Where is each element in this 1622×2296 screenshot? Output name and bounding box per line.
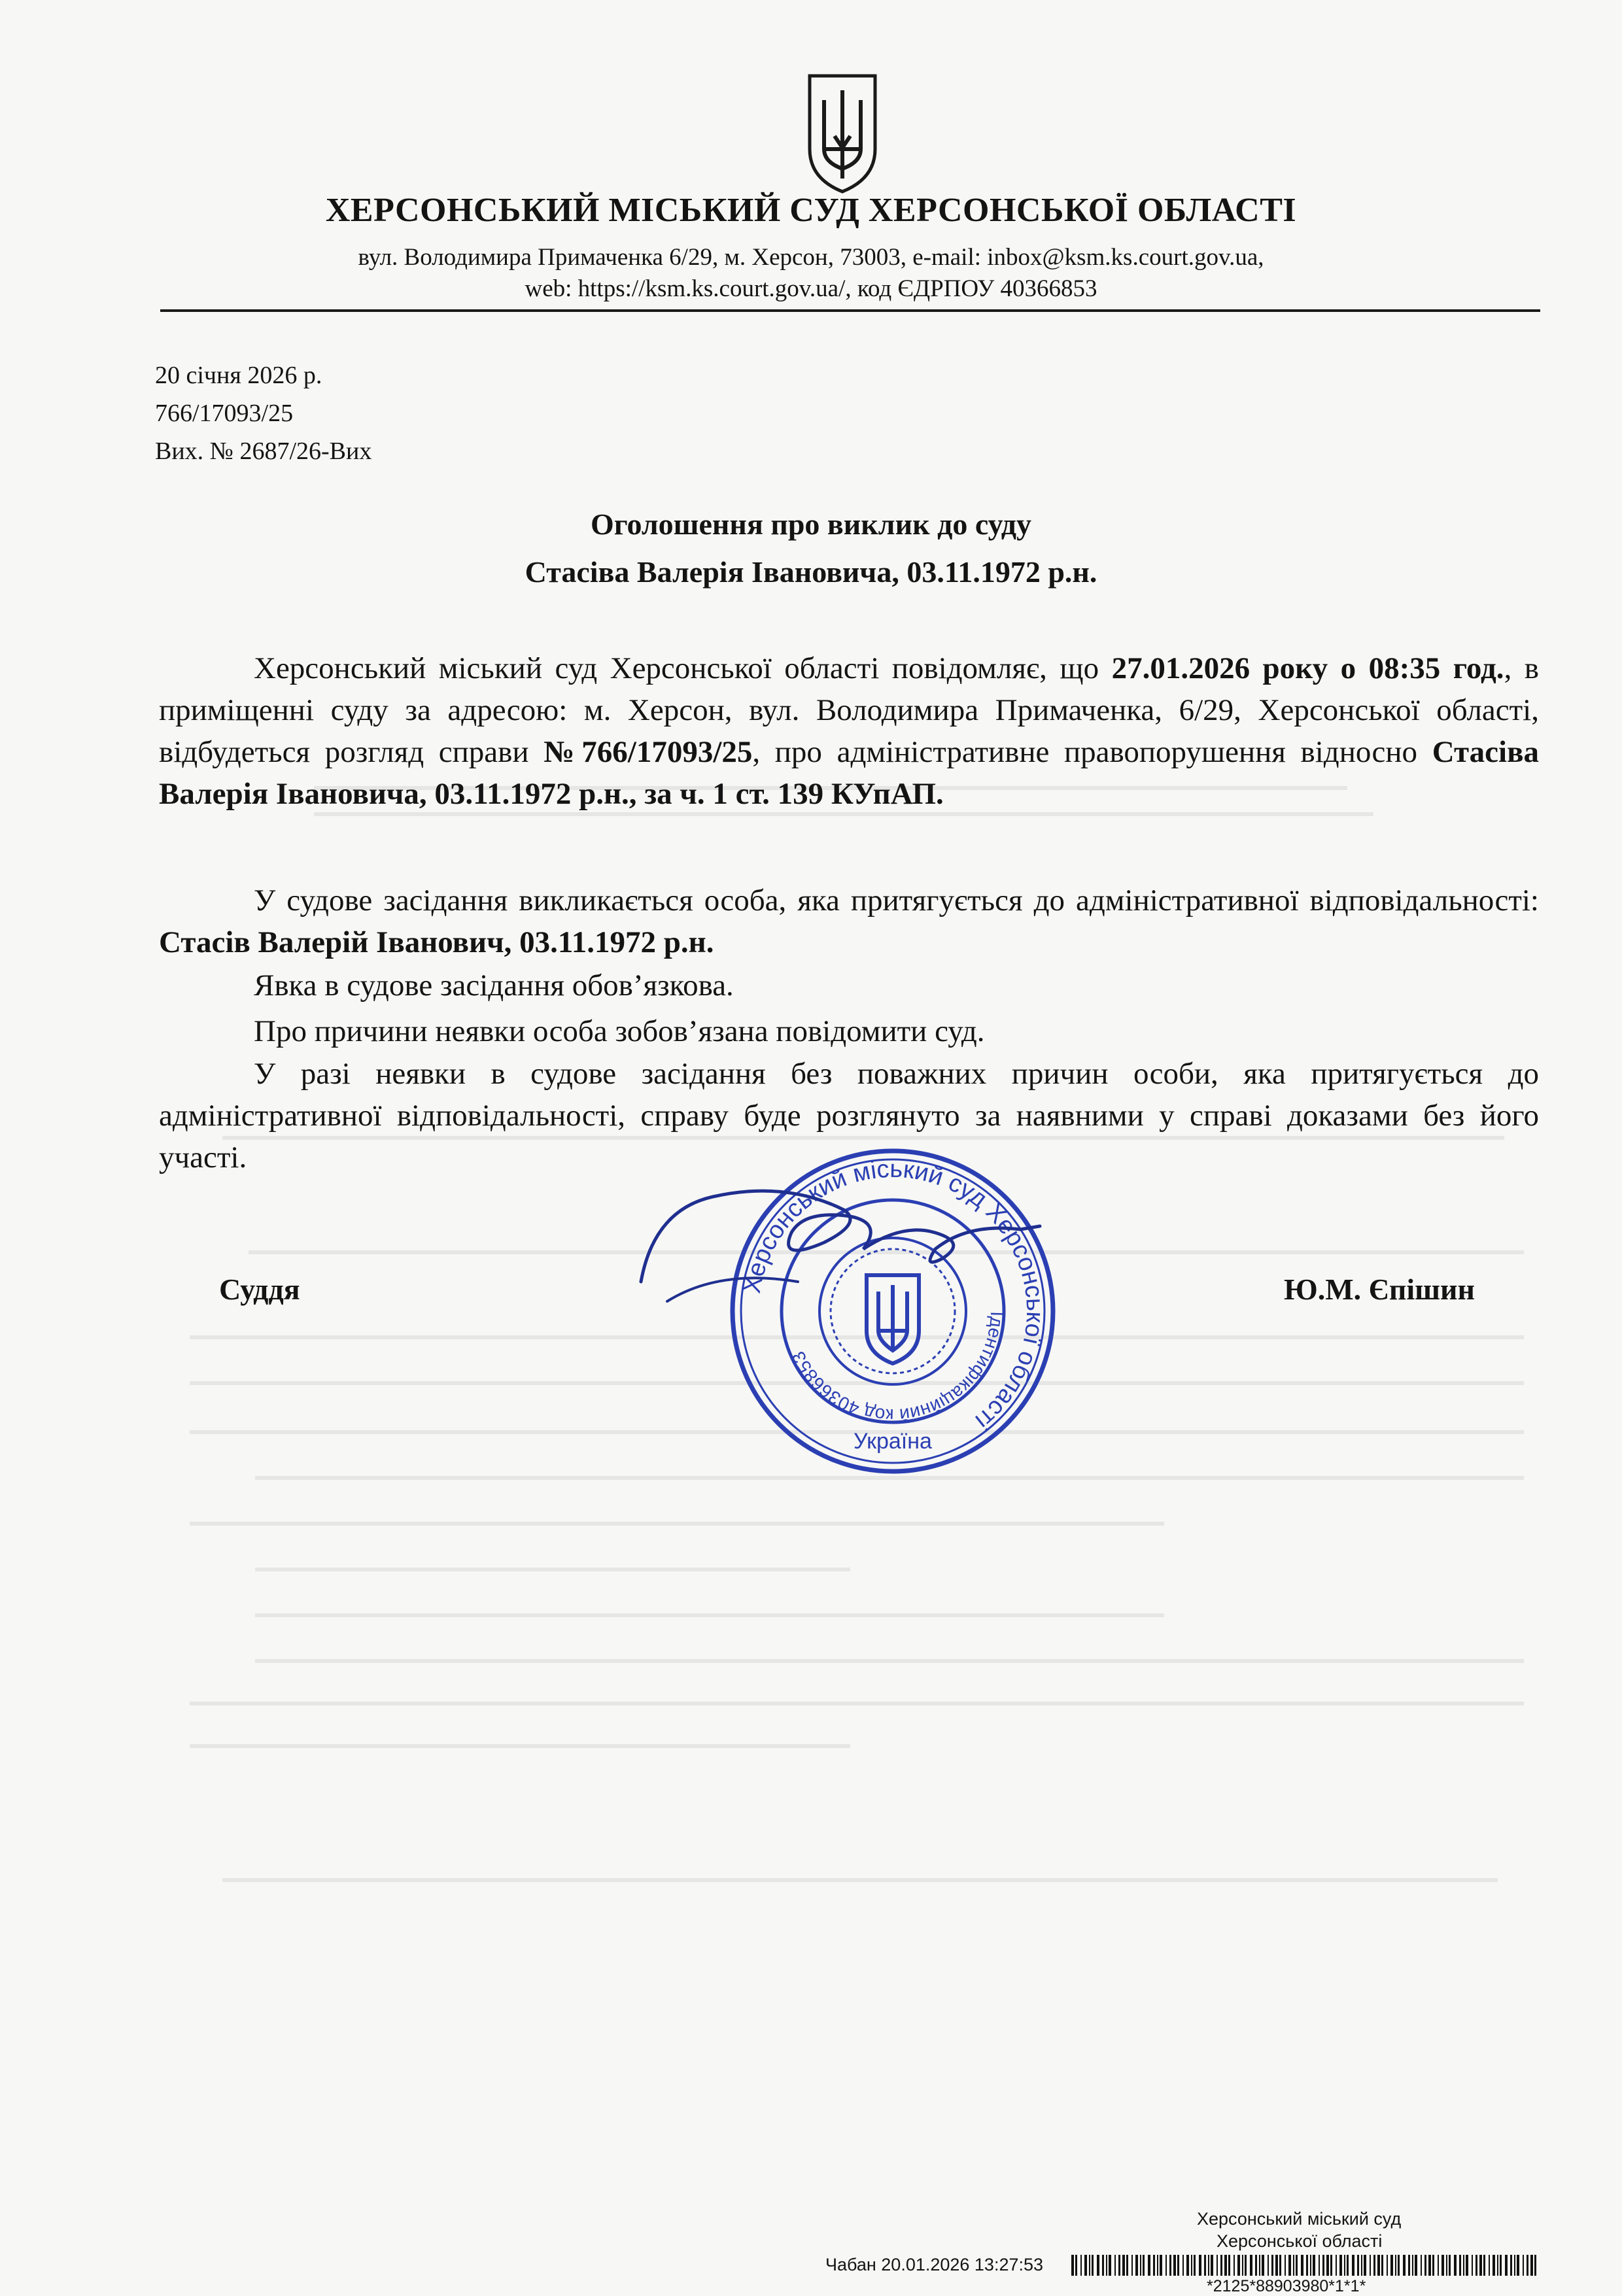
outgoing-number: Вих. № 2687/26-Вих <box>155 437 372 465</box>
barcode-bar <box>1398 2255 1400 2276</box>
barcode-bar <box>1424 2255 1426 2276</box>
barcode-bar <box>1319 2255 1320 2276</box>
barcode-bar <box>1395 2255 1396 2276</box>
stamp-outer-text: Херсонський міський суд Херсонської області <box>738 1155 1049 1435</box>
barcode-bar <box>1177 2255 1179 2276</box>
barcode-bar <box>1403 2255 1406 2276</box>
barcode-bar <box>1352 2255 1355 2276</box>
judge-name: Ю.М. Єпішин <box>1283 1273 1475 1306</box>
barcode-bar <box>1373 2255 1375 2276</box>
barcode-bar <box>1109 2255 1111 2276</box>
barcode-bar <box>1441 2255 1444 2276</box>
barcode-bar <box>1377 2255 1380 2276</box>
barcode-bar <box>1479 2255 1482 2276</box>
barcode-bar <box>1271 2255 1273 2276</box>
barcode-bar <box>1242 2255 1243 2276</box>
barcode-bar <box>1211 2255 1213 2276</box>
barcode-bar <box>1510 2255 1512 2276</box>
barcode-bar <box>1228 2255 1230 2276</box>
barcode-bar <box>1408 2255 1410 2276</box>
barcode-bar <box>1208 2255 1209 2276</box>
barcode-bar <box>1148 2255 1150 2276</box>
barcode-bar <box>1454 2255 1457 2276</box>
barcode-bar <box>1500 2255 1502 2276</box>
barcode-bar <box>1135 2255 1138 2276</box>
barcode-bar <box>1412 2255 1413 2276</box>
barcode-bar <box>1322 2255 1324 2276</box>
barcode-bar <box>1255 2255 1257 2276</box>
judge-label: Суддя <box>219 1273 300 1306</box>
barcode-bar <box>1169 2255 1171 2276</box>
paragraph-absence-notice: Про причини неявки особа зобов’язана повідомити суд. <box>254 1014 985 1048</box>
barcode-bar <box>1347 2255 1349 2276</box>
barcode-bar <box>1126 2255 1128 2276</box>
header-divider <box>160 309 1540 312</box>
barcode-bar <box>1472 2255 1473 2276</box>
barcode-bar <box>1092 2255 1094 2276</box>
barcode-bar <box>1237 2255 1240 2276</box>
barcode-bar <box>1296 2255 1298 2276</box>
barcode-bar <box>1390 2255 1393 2276</box>
barcode-bar <box>1075 2255 1077 2276</box>
barcode-bar <box>1285 2255 1286 2276</box>
barcode-bar <box>1466 2255 1468 2276</box>
court-name: ХЕРСОНСЬКИЙ МІСЬКИЙ СУД ХЕРСОНСЬКОЇ ОБЛАСТІ <box>325 192 1297 229</box>
barcode-bar <box>1084 2255 1087 2276</box>
barcode-bar <box>1344 2255 1345 2276</box>
barcode-bar <box>1534 2255 1536 2276</box>
barcode-bar <box>1245 2255 1247 2276</box>
barcode-bar <box>1288 2255 1291 2276</box>
barcode-bar <box>1313 2255 1315 2276</box>
registration-org-line2: Херсонської області <box>1216 2231 1383 2251</box>
barcode-bar <box>1330 2255 1332 2276</box>
court-web-and-code: web: https://ksm.ks.court.gov.ua/, код ЄДРПОУ 40366853 <box>525 275 1097 302</box>
barcode-bar <box>1279 2255 1281 2276</box>
barcode-bar <box>1122 2255 1125 2276</box>
paragraph-attendance: Явка в судове засідання обов’язкова. <box>254 968 734 1002</box>
court-address: вул. Володимира Примаченка 6/29, м. Херсон, 73003, e-mail: inbox@ksm.ks.court.gov.ua, <box>358 244 1264 271</box>
barcode-bar <box>1250 2255 1252 2276</box>
registration-clerk-timestamp: Чабан 20.01.2026 13:27:53 <box>825 2255 1044 2274</box>
stamp-bottom-text: Україна <box>854 1429 932 1454</box>
barcode-bar <box>1071 2255 1074 2276</box>
barcode-bar <box>1483 2255 1485 2276</box>
stamp-inner-text: Ідентифікаційний код 40366853 <box>787 1311 1008 1426</box>
barcode-bar <box>1361 2255 1362 2276</box>
registration-org-line1: Херсонський міський суд <box>1197 2209 1402 2229</box>
barcode-bar <box>1310 2255 1311 2276</box>
barcode-bar <box>1173 2255 1176 2276</box>
paragraph-hearing-notice: Херсонський міський суд Херсонської області повідомляє, що 27.01.2026 року о 08:35 год., в приміщенні суду за адресою: м. Херсон, вул. Володимира Примаченка, 6/29, Херсонської області, відбудеться розгляд справи №766/17093/25, про адміністративне правопорушення відносно Стасіва Валерія Івановича, 03.11.1972 р.н., за ч. 1 ст. 139 КУпАП. <box>159 651 1539 811</box>
barcode-bar <box>1493 2255 1495 2276</box>
barcode-bar <box>1165 2255 1167 2276</box>
document-subtitle: Стасіва Валерія Івановича, 03.11.1972 р.н. <box>525 555 1097 589</box>
barcode-bar <box>1463 2255 1464 2276</box>
barcode-bar <box>1381 2255 1383 2276</box>
barcode-bar <box>1428 2255 1431 2276</box>
barcode-bar <box>1523 2255 1524 2276</box>
registration-barcode <box>1071 2255 1542 2276</box>
barcode-bar <box>1118 2255 1120 2276</box>
barcode-bar <box>1339 2255 1342 2276</box>
barcode-bar <box>1336 2255 1337 2276</box>
barcode-bar <box>1204 2255 1206 2276</box>
barcode-bar <box>1357 2255 1359 2276</box>
barcode-bar <box>1106 2255 1107 2276</box>
barcode-bar <box>1459 2255 1461 2276</box>
trident-emblem-icon <box>803 71 882 195</box>
barcode-bar <box>1259 2255 1260 2276</box>
barcode-bar <box>1224 2255 1227 2276</box>
barcode-bar <box>1505 2255 1508 2276</box>
barcode-bar <box>1143 2255 1145 2276</box>
barcode-bar <box>1489 2255 1490 2276</box>
barcode-bar <box>1131 2255 1133 2276</box>
barcode-bar <box>1514 2255 1515 2276</box>
barcode-bar <box>1097 2255 1099 2276</box>
document-date: 20 січня 2026 р. <box>155 362 322 389</box>
barcode-bar <box>1370 2255 1371 2276</box>
barcode-bar <box>1220 2255 1222 2276</box>
barcode-bar <box>1530 2255 1533 2276</box>
barcode-bar <box>1191 2255 1192 2276</box>
barcode-bar <box>1475 2255 1477 2276</box>
barcode-bar <box>1186 2255 1189 2276</box>
barcode-bar <box>1153 2255 1155 2276</box>
barcode-text: *2125*88903980*1*1* <box>1207 2277 1366 2295</box>
barcode-bar <box>1497 2255 1498 2276</box>
barcode-bar <box>1080 2255 1082 2276</box>
paragraph-summoned-person: У судове засідання викликається особа, яка притягується до адміністративної відповідальності: Стасів Валерій Іванович, 03.11.1972 р.н. <box>159 883 1539 959</box>
judge-signature <box>628 1171 1046 1321</box>
barcode-bar <box>1527 2255 1528 2276</box>
barcode-bar <box>1194 2255 1196 2276</box>
barcode-bar <box>1306 2255 1308 2276</box>
barcode-bar <box>1234 2255 1235 2276</box>
barcode-bar <box>1446 2255 1447 2276</box>
barcode-bar <box>1102 2255 1104 2276</box>
barcode-bar <box>1449 2255 1451 2276</box>
barcode-bar <box>1293 2255 1294 2276</box>
barcode-bar <box>1157 2255 1158 2276</box>
barcode-bar <box>1301 2255 1303 2276</box>
document-title: Оголошення про виклик до суду <box>590 507 1032 541</box>
barcode-bar <box>1114 2255 1116 2276</box>
barcode-bar <box>1160 2255 1162 2276</box>
barcode-bar <box>1262 2255 1264 2276</box>
barcode-bar <box>1432 2255 1434 2276</box>
barcode-bar <box>1421 2255 1422 2276</box>
barcode-bar <box>1326 2255 1329 2276</box>
barcode-bar <box>1140 2255 1141 2276</box>
barcode-bar <box>1387 2255 1388 2276</box>
barcode-bar <box>1268 2255 1269 2276</box>
barcode-bar <box>1199 2255 1201 2276</box>
barcode-bar <box>1364 2255 1366 2276</box>
barcode-bar <box>1415 2255 1417 2276</box>
barcode-bar <box>1089 2255 1090 2276</box>
case-number: 766/17093/25 <box>155 400 294 427</box>
barcode-bar <box>1517 2255 1519 2276</box>
barcode-bar <box>1216 2255 1218 2276</box>
paragraph-consequences: У разі неявки в судове засідання без поважних причин особи, яка притягується до адміністративної відповідальності, справу буде розглянуто за наявними у справі доказами без його участі. <box>159 1057 1539 1174</box>
barcode-bar <box>1275 2255 1278 2276</box>
barcode-bar <box>1438 2255 1439 2276</box>
barcode-bar <box>1182 2255 1184 2276</box>
